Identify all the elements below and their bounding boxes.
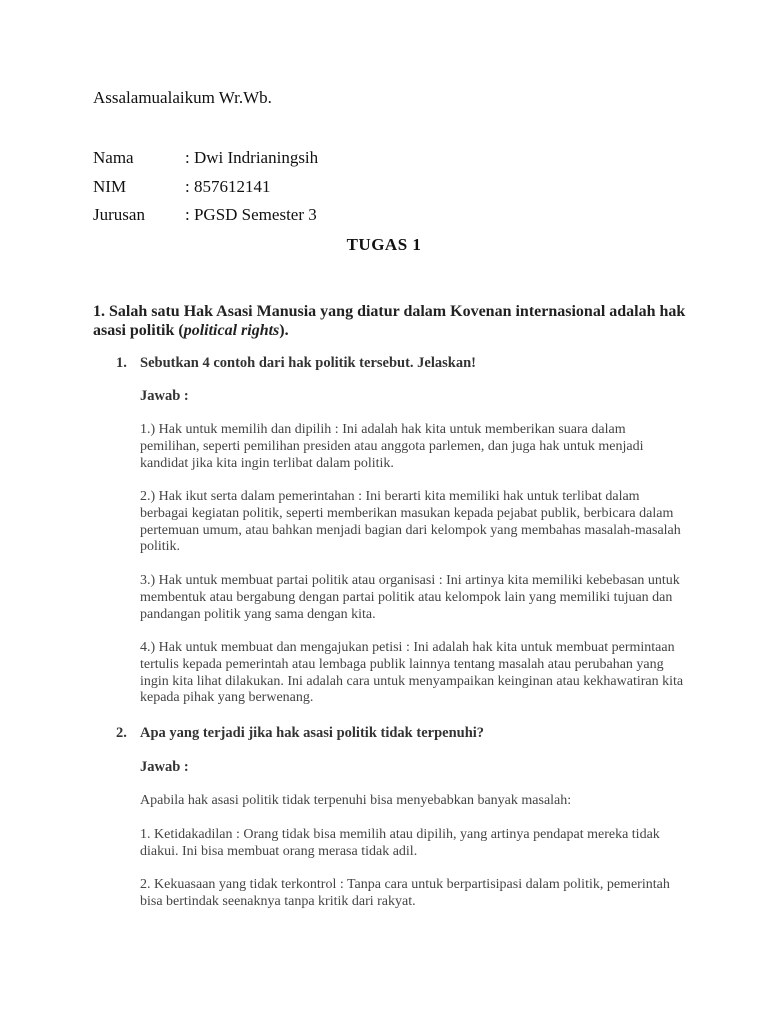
main-question-italic: political rights bbox=[183, 322, 280, 339]
info-label: Jurusan bbox=[93, 205, 145, 224]
info-label: Nama bbox=[93, 148, 134, 167]
sub-question-number: 1. bbox=[116, 355, 127, 371]
answer-paragraph: 2.) Hak ikut serta dalam pemerintahan : Ini berarti kita memiliki hak untuk terlibat dalam berbagai kegiatan politik, seperti memberikan masukan kepada pejabat publik, berbicara dalam pertemuan umum, atau bahkan menjadi bagian dari kelompok yang membahas masalah-masalah politik. bbox=[140, 489, 681, 555]
jawab-label: Jawab : bbox=[140, 759, 189, 775]
info-label: NIM bbox=[93, 177, 127, 196]
jawab-label: Jawab : bbox=[140, 388, 189, 404]
main-question bbox=[93, 302, 693, 340]
main-question-end: ). bbox=[279, 322, 289, 339]
sub-question-text: Sebutkan 4 contoh dari hak politik tersebut. Jelaskan! bbox=[140, 355, 476, 371]
answer-intro: Apabila hak asasi politik tidak terpenuhi bisa menyebabkan banyak masalah: bbox=[140, 793, 572, 808]
answer-paragraph: 4.) Hak untuk membuat dan mengajukan petisi : Ini adalah hak kita untuk membuat permintaan tertulis kepada pemerintah atau lembaga publik lainnya tentang masalah atau perubahan yang ingin kita lihat dilakukan. Ini adalah cara untuk menyampaikan keinginan atau kekhawatiran kita kepada pihak yang berwenang. bbox=[140, 640, 684, 706]
info-value: : PGSD Semester 3 bbox=[185, 205, 317, 224]
sub-question-number: 2. bbox=[116, 725, 127, 741]
answer-paragraph: 2. Kekuasaan yang tidak terkontrol : Tanpa cara untuk berpartisipasi dalam politik, pemerintah bisa bertindak seenaknya tanpa kritik dari rakyat. bbox=[140, 877, 670, 909]
sub-question-text: Apa yang terjadi jika hak asasi politik tidak terpenuhi? bbox=[140, 725, 485, 741]
info-value: : Dwi Indrianingsih bbox=[185, 148, 319, 167]
answer-paragraph: 1. Ketidakadilan : Orang tidak bisa memilih atau dipilih, yang artinya pendapat mereka tidak diakui. Ini bisa membuat orang merasa tidak adil. bbox=[140, 827, 660, 859]
greeting: Assalamualaikum Wr.Wb. bbox=[93, 88, 272, 107]
answer-paragraph: 3.) Hak untuk membuat partai politik atau organisasi : Ini artinya kita memiliki kebebasan untuk membentuk atau bergabung dengan partai politik atau kelompok lain yang memiliki tujuan dan pandangan politik yang sama dengan kita. bbox=[140, 573, 680, 622]
info-value: : 857612141 bbox=[185, 177, 271, 196]
answer-paragraph: 1.) Hak untuk memilih dan dipilih : Ini adalah hak kita untuk memberikan suara dalam pemilihan, seperti pemilihan presiden atau anggota parlemen, dan juga hak untuk menjadi kandidat jika kita ingin terlibat dalam politik. bbox=[140, 422, 644, 471]
document-title: TUGAS 1 bbox=[346, 235, 422, 254]
main-question-text: 1. Salah satu Hak Asasi Manusia yang diatur dalam Kovenan internasional adalah hak asasi politik ( bbox=[93, 303, 686, 339]
